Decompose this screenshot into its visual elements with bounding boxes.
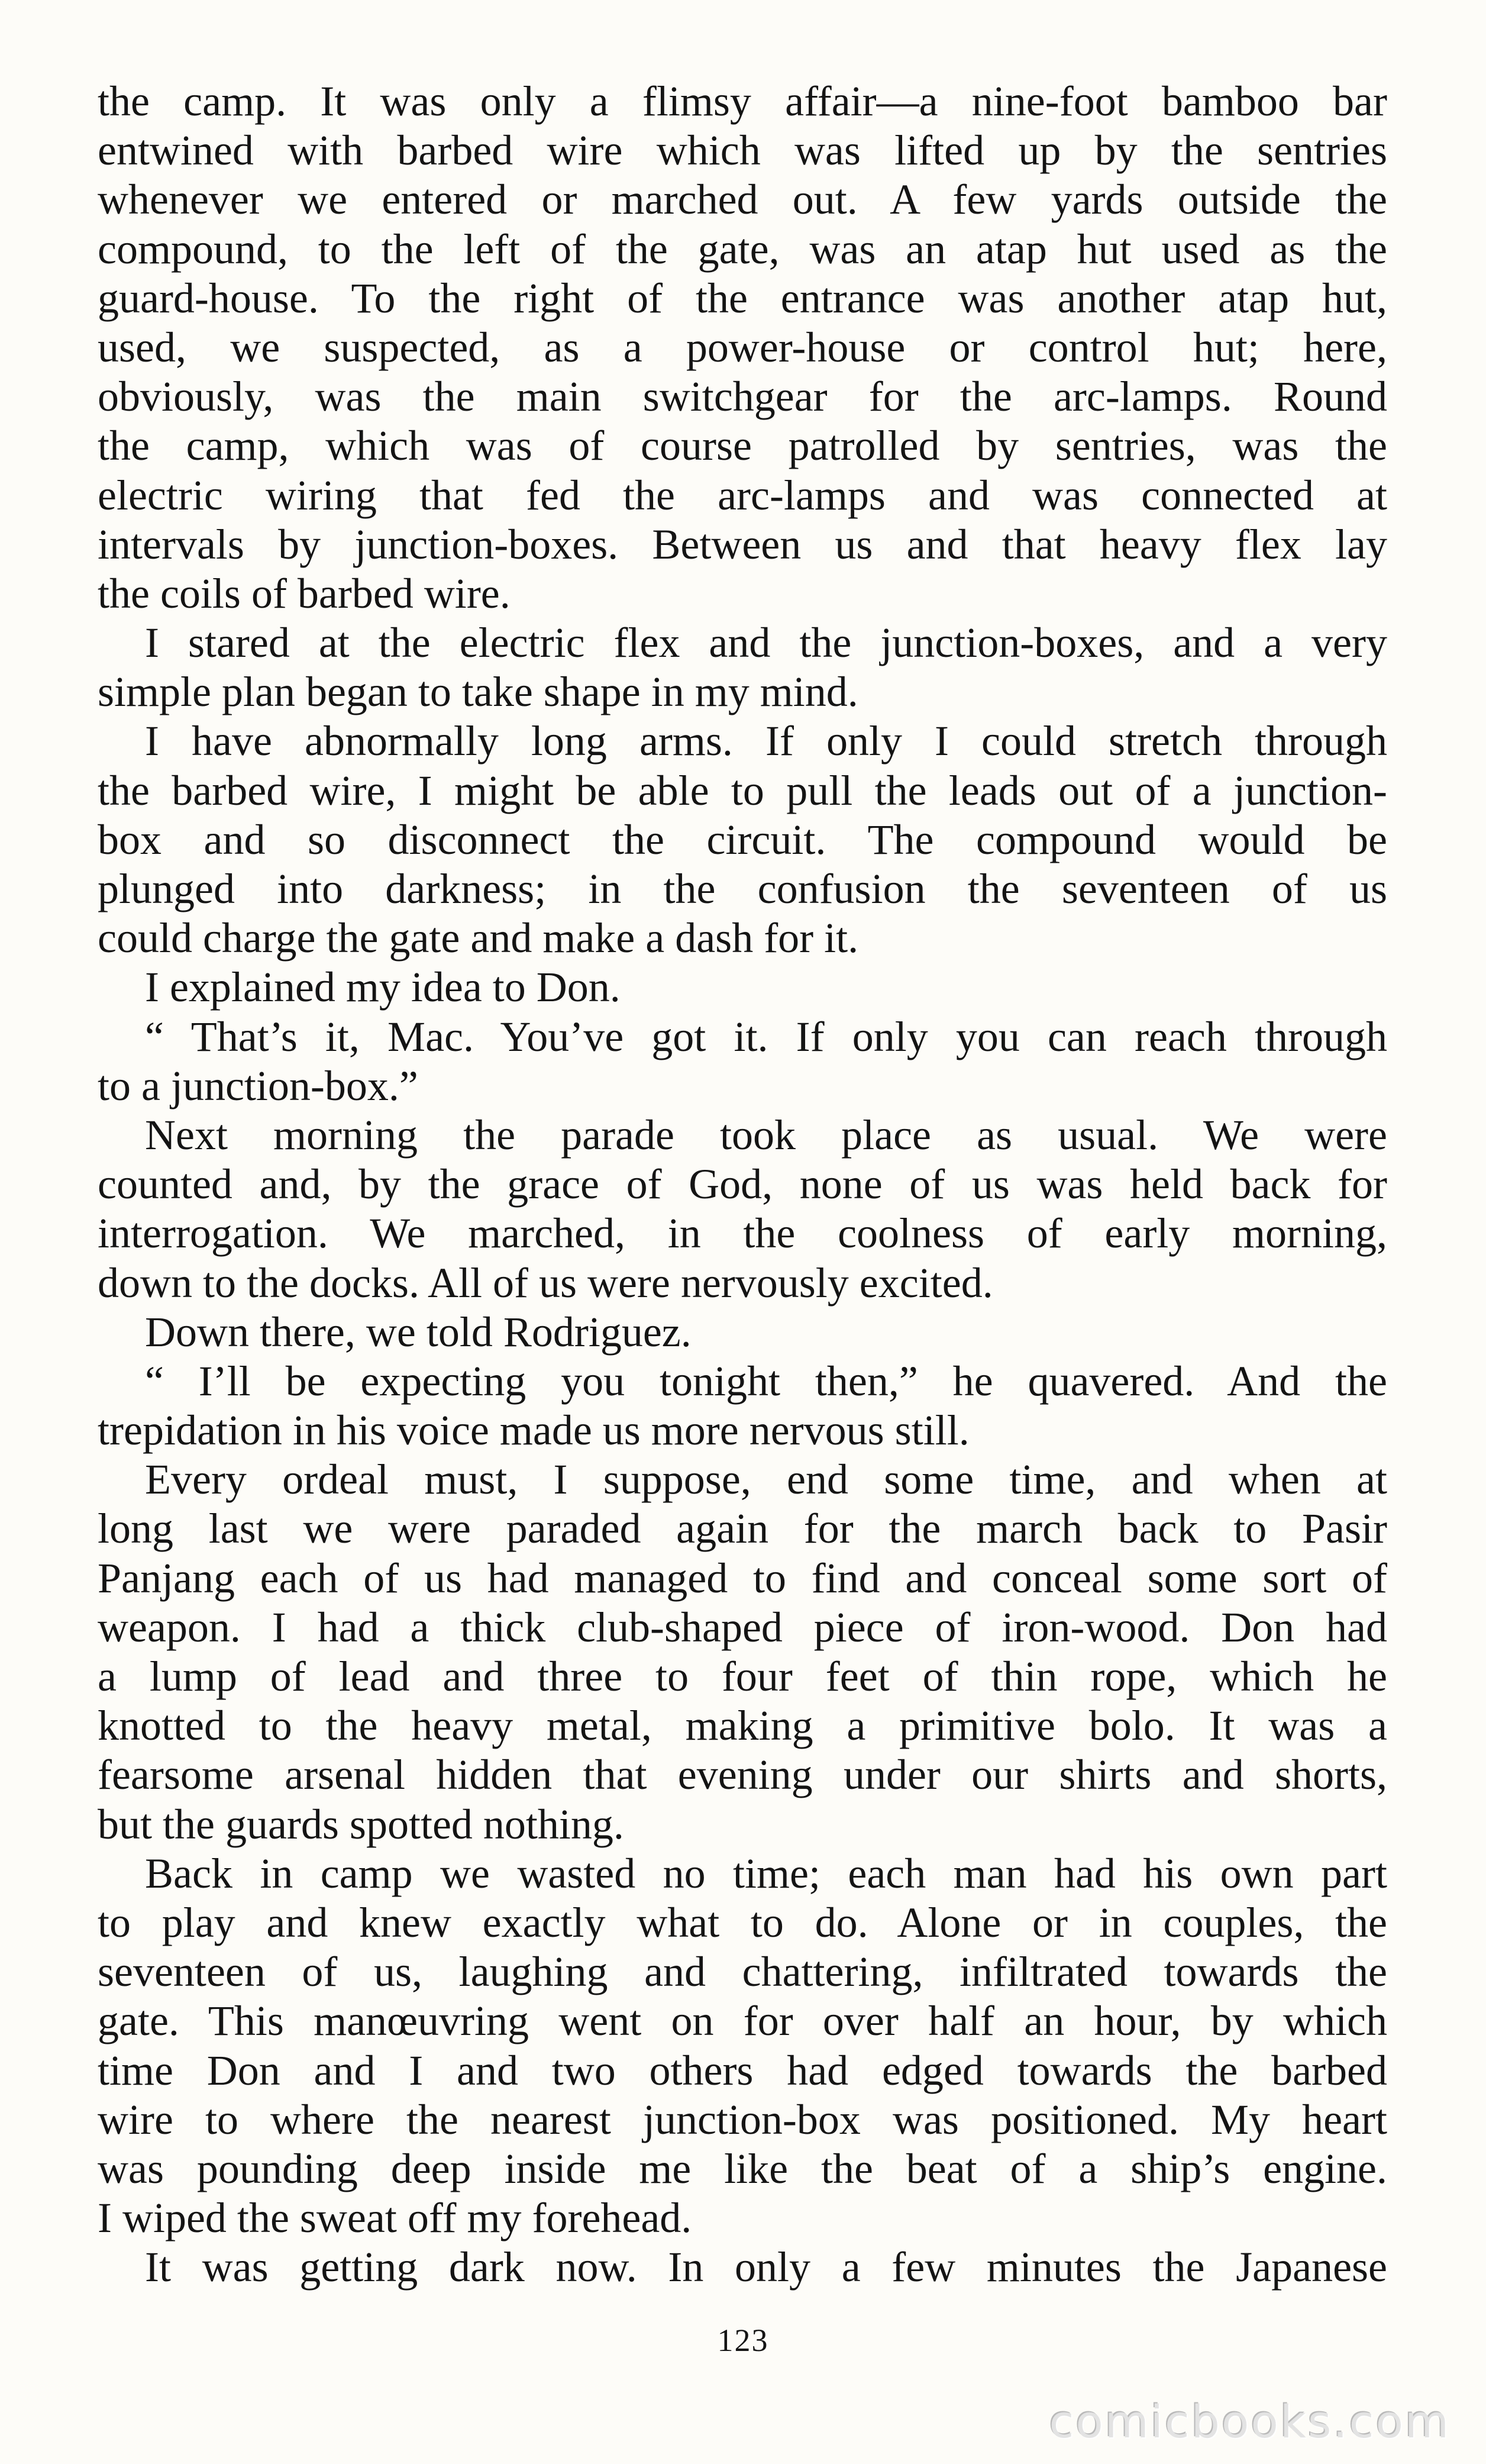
text-line: Next morning the parade took place as usual. We were [145, 1111, 1387, 1159]
paragraph [98, 1308, 1387, 1357]
text-line: obviously, was the main switchgear for the arc-lamps. Round [98, 373, 1387, 421]
text-line: trepidation in his voice made us more nervous still. [98, 1407, 970, 1454]
text-line: counted and, by the grace of God, none of us was held back for [98, 1160, 1387, 1208]
text-line: plunged into darkness; in the confusion the seventeen of us [98, 865, 1387, 912]
paragraph [98, 963, 1387, 1012]
text-line: intervals by junction-boxes. Between us and that heavy flex lay [98, 520, 1387, 568]
page-number: 123 [717, 2323, 769, 2358]
text-line: but the guards spotted nothing. [98, 1800, 624, 1848]
text-line: I wiped the sweat off my forehead. [98, 2194, 692, 2242]
text-line: wire to where the nearest junction-box was positioned. My heart [98, 2095, 1387, 2143]
text-line: to play and knew exactly what to do. Alone or in couples, the [98, 1898, 1387, 1946]
paragraph [98, 1455, 1387, 1849]
text-line: guard-house. To the right of the entrance was another atap hut, [98, 274, 1387, 322]
text-line: the camp. It was only a flimsy affair—a nine-foot bamboo bar [98, 78, 1387, 125]
text-line: “ I’ll be expecting you tonight then,” he quavered. And the [145, 1357, 1387, 1405]
text-line: the camp, which was of course patrolled by sentries, was the [98, 422, 1387, 470]
text-line: box and so disconnect the circuit. The compound would be [98, 815, 1387, 863]
text-line: Panjang each of us had managed to find and conceal some sort of [98, 1554, 1387, 1602]
text-line: fearsome arsenal hidden that evening under our shirts and shorts, [98, 1751, 1387, 1799]
paragraph [98, 77, 1387, 618]
text-line: I stared at the electric flex and the junction-boxes, and a very [145, 619, 1387, 667]
text-line: seventeen of us, laughing and chattering, infiltrated towards the [98, 1948, 1387, 1996]
text-line: “ That’s it, Mac. You’ve got it. If only you can reach through [145, 1012, 1387, 1060]
text-line: gate. This manœuvring went on for over half an hour, by which [98, 1997, 1387, 2045]
text-line: used, we suspected, as a power-house or control hut; here, [98, 323, 1387, 371]
paragraph [98, 1111, 1387, 1308]
text-line: to a junction-box.” [98, 1062, 418, 1110]
text-line: weapon. I had a thick club-shaped piece of iron-wood. Don had [98, 1603, 1387, 1651]
text-line: electric wiring that fed the arc-lamps and was connected at [98, 471, 1387, 519]
paragraph [98, 717, 1387, 963]
text-line: simple plan began to take shape in my mind. [98, 668, 858, 716]
text-line: time Don and I and two others had edged towards the barbed [98, 2046, 1387, 2094]
text-line: interrogation. We marched, in the coolness of early morning, [98, 1210, 1387, 1257]
text-line: Back in camp we wasted no time; each man had his own part [145, 1849, 1387, 1897]
text-line: the barbed wire, I might be able to pull the leads out of a junction- [98, 766, 1387, 814]
paragraph [98, 1357, 1387, 1455]
paragraph [98, 1849, 1387, 2243]
text-line: compound, to the left of the gate, was an atap hut used as the [98, 225, 1387, 273]
text-line: Down there, we told Rodriguez. [145, 1308, 692, 1356]
text-line: entwined with barbed wire which was lifted up by the sentries [98, 127, 1387, 175]
text-line: I explained my idea to Don. [145, 963, 621, 1011]
text-line: was pounding deep inside me like the beat of a ship’s engine. [98, 2144, 1387, 2192]
paragraph [98, 1012, 1387, 1111]
text-line: down to the docks. All of us were nervously excited. [98, 1259, 993, 1307]
text-line: long last we were paraded again for the march back to Pasir [98, 1505, 1387, 1553]
text-line: the coils of barbed wire. [98, 569, 511, 617]
text-line: I have abnormally long arms. If only I could stretch through [145, 717, 1387, 765]
watermark: comicbooks.com [1049, 2395, 1451, 2448]
text-line: whenever we entered or marched out. A few yards outside the [98, 176, 1387, 224]
text-line: a lump of lead and three to four feet of thin rope, which he [98, 1653, 1387, 1700]
text-line: could charge the gate and make a dash for it. [98, 914, 859, 962]
text-line: It was getting dark now. In only a few minutes the Japanese [145, 2243, 1387, 2291]
paragraph [98, 618, 1387, 717]
body-text [98, 77, 1387, 2292]
text-line: Every ordeal must, I suppose, end some time, and when at [145, 1456, 1387, 1504]
paragraph [98, 2243, 1387, 2292]
text-line: knotted to the heavy metal, making a primitive bolo. It was a [98, 1702, 1387, 1750]
